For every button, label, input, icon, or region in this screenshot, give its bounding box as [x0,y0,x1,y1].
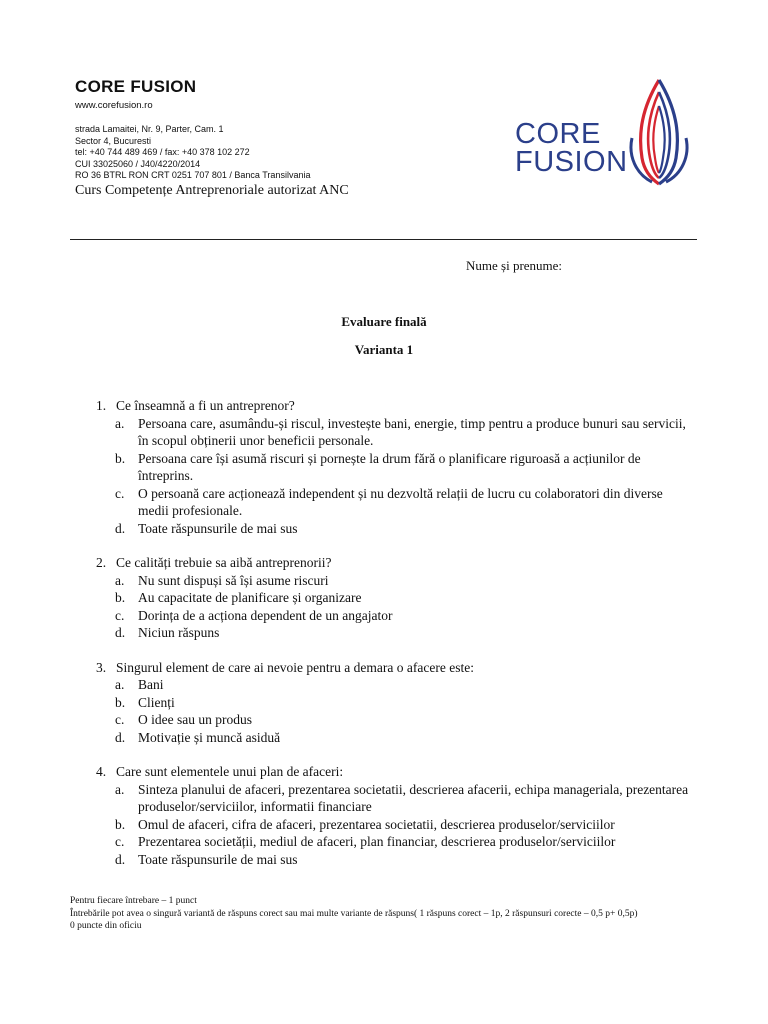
address-line: Sector 4, Bucuresti [75,135,152,146]
scoring-note-line: Întrebările pot avea o singură variantă de răspuns corect sau mai multe variante de răspuns( 1 răspuns corect – 1p, 2 răspunsuri corecte – 0,5 p+ 0,5p) [70,908,638,919]
option-text: Motivație și muncă asiduă [138,729,281,745]
question-number: 1. [96,398,107,413]
question-4 [96,763,696,868]
question-1 [96,397,696,537]
question-3 [96,659,696,747]
company-header [75,77,349,199]
option-text: Nu sunt dispuși să își asume riscuri [138,572,329,588]
answer-option [96,415,696,450]
question-text: Ce calități trebuie sa aibă antreprenorii? [116,555,332,570]
logo-text-line: CORE [515,118,601,150]
scoring-note-line: 0 puncte din oficiu [70,921,142,931]
question-text: Singurul element de care ai nevoie pentru a demara o afacere este: [116,659,474,675]
answer-option [96,589,696,607]
company-name: CORE FUSION [75,77,197,96]
question-text: Ce înseamnă a fi un antreprenor? [116,398,295,413]
address-line: CUI 33025060 / J40/4220/2014 [75,158,201,169]
option-text: Clienți [138,694,175,710]
option-letter: b. [115,450,126,466]
option-text: Au capacitate de planificare și organizare [138,590,362,605]
option-text: O idee sau un produs [138,712,252,727]
option-text: O persoană care acționează independent și nu dezvoltă relații de lucru cu colaboratori din diverse medii profesionale. [138,485,663,518]
option-letter: b. [115,694,126,710]
question-number: 4. [96,764,107,779]
core-fusion-logo [512,78,692,188]
logo-text-line: FUSION [515,146,628,178]
option-text: Toate răspunsurile de mai sus [138,851,298,867]
answer-option [96,520,696,538]
option-text: Sinteza planului de afaceri, prezentarea societatii, descrierea afacerii, echipa manageriala, prezentarea produselor/serviciilor, informatii financiare [138,781,689,814]
company-address [75,124,349,182]
answer-option [96,711,696,729]
option-text: Bani [138,677,164,692]
address-line: strada Lamaitei, Nr. 9, Parter, Cam. 1 [75,124,224,134]
document-subtitle: Varianta 1 [354,342,414,357]
answer-option [96,485,696,520]
option-letter: a. [115,781,125,797]
header-divider [70,239,697,240]
question-list [96,397,696,885]
answer-option [96,833,696,851]
option-letter: c. [115,607,125,623]
answer-option [96,607,696,625]
option-letter: c. [115,712,125,727]
answer-option [96,572,696,590]
option-letter: a. [115,415,125,431]
question-text: Care sunt elementele unui plan de afaceri: [116,764,344,779]
question-2 [96,554,696,642]
question-number: 2. [96,555,107,570]
option-text: Persoana care, asumându-și riscul, investește bani, energie, timp pentru a produce bunuri sau servicii, în scopul obținerii unor beneficii personale. [138,415,686,448]
option-letter: b. [115,590,126,605]
name-field-label: Nume și prenume: [466,258,563,273]
answer-option [96,851,696,869]
flame-emblem-icon [624,78,694,188]
option-text: Persoana care își asumă riscuri și pornește la drum fără o planificare riguroasă a acțiunilor de întreprins. [138,450,641,483]
option-letter: d. [115,729,126,745]
option-text: Niciun răspuns [138,625,220,640]
option-text: Prezentarea societății, mediul de afaceri, plan financiar, descrierea produselor/serviciilor [138,834,616,849]
option-letter: d. [115,851,126,867]
logo-text [515,120,628,176]
scoring-notes [70,895,638,933]
answer-option [96,781,696,816]
question-number: 3. [96,659,107,675]
answer-option [96,450,696,485]
address-line: tel: +40 744 489 469 / fax: +40 378 102 272 [75,147,250,157]
answer-option [96,816,696,834]
answer-option [96,676,696,694]
option-letter: d. [115,520,126,536]
option-letter: b. [115,816,126,832]
address-line: RO 36 BTRL RON CRT 0251 707 801 / Banca Transilvania [75,170,311,180]
option-letter: a. [115,572,125,588]
option-letter: c. [115,834,125,849]
document-title: Evaluare finală [341,314,427,329]
option-text: Omul de afaceri, cifra de afaceri, prezentarea societatii, descrierea produselor/serviciilor [138,816,615,832]
option-letter: d. [115,625,126,640]
scoring-note-line: Pentru fiecare întrebare – 1 punct [70,896,197,906]
option-text: Dorința de a acționa dependent de un angajator [138,607,393,623]
option-letter: c. [115,485,125,501]
option-letter: a. [115,677,125,692]
answer-option [96,694,696,712]
option-text: Toate răspunsurile de mai sus [138,520,298,536]
company-website: www.corefusion.ro [75,100,153,111]
course-title: Curs Competențe Antreprenoriale autorizat ANC [75,182,349,198]
answer-option [96,729,696,747]
answer-option [96,624,696,642]
